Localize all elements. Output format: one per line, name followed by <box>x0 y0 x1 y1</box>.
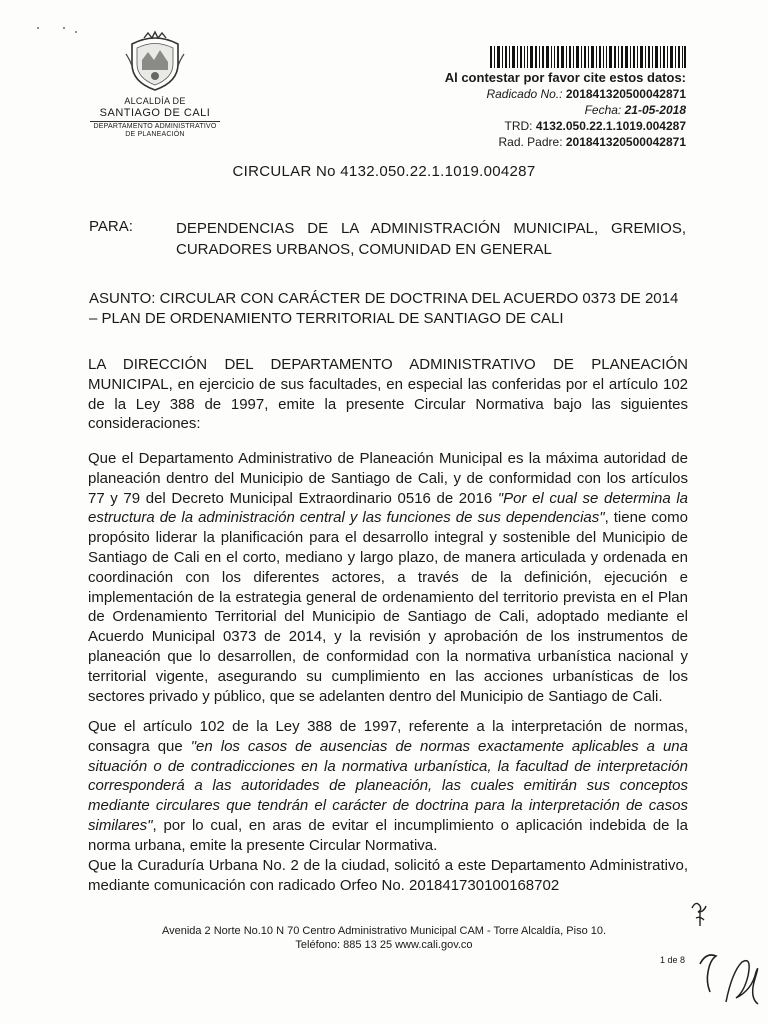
paragraph-considerando-1 <box>88 449 688 706</box>
page-number: 1 de 8 <box>660 955 686 965</box>
circular-title: CIRCULAR No 4132.050.22.1.1019.004287 <box>232 163 536 180</box>
org-department-line2: DE PLANEACIÓN <box>125 131 185 138</box>
parent-radicado-label: Rad. Padre: <box>498 135 566 149</box>
asunto-label: ASUNTO: <box>89 290 156 307</box>
fecha-label: Fecha: <box>584 103 625 117</box>
initials-mark-icon <box>688 898 712 928</box>
trd-label: TRD: <box>504 119 536 133</box>
radicado-line <box>445 86 686 102</box>
paragraph-text: Que el Departamento Administrativo de Planeación Municipal es la máxima autoridad de planeación dentro del Municipio de Santiago de Cali, y de conformidad con los artículos 77 y 79 del Decreto Municipal Extraordinario 0516 de 2016 <box>88 450 688 507</box>
fecha-value: 21-05-2018 <box>624 103 686 117</box>
paragraph-considerando-3: Que la Curaduría Urbana No. 2 de la ciudad, solicitó a este Departamento Administrativo, mediante comunicación con radicado Orfeo No. 201841730100168702 <box>88 857 688 894</box>
page-footer <box>0 924 768 952</box>
decree-title-quote: "Por el cual se determina la estructura de la administración central y las funciones de sus dependencias" <box>88 489 688 527</box>
paragraph-text: Que el artículo 102 de la Ley 388 de 1997, referente a la interpretación de normas, consagra que <box>88 718 688 755</box>
coat-of-arms-icon <box>124 30 186 92</box>
para-recipients: DEPENDENCIAS DE LA ADMINISTRACIÓN MUNICIPAL, GREMIOS, CURADORES URBANOS, COMUNIDAD EN GENERAL <box>176 220 686 258</box>
fecha-line <box>445 102 686 118</box>
footer-contact: Teléfono: 885 13 25 www.cali.gov.co <box>295 939 473 951</box>
org-name-line1: ALCALDÍA DE <box>124 96 186 106</box>
asunto-block <box>89 289 689 329</box>
barcode-icon <box>490 46 686 68</box>
paragraph-considerando-2 <box>88 717 688 856</box>
signature-icon <box>696 942 764 1012</box>
radicado-value: 201841320500042871 <box>565 87 686 101</box>
paragraph-intro: LA DIRECCIÓN DEL DEPARTAMENTO ADMINISTRATIVO DE PLANEACIÓN MUNICIPAL, en ejercicio de sus facultades, en especial las conferidas por el artículo 102 de la Ley 388 de 1997, emite la presente Circular Normativa bajo las siguientes consideraciones: <box>88 356 688 433</box>
radicado-label: Radicado No.: <box>486 87 566 101</box>
paragraph-text: , por lo cual, en aras de evitar el incumplimiento o aplicación indebida de la norma urbana, emite la presente Circular Normativa. <box>88 816 688 854</box>
trd-line <box>445 118 686 134</box>
reference-instruction: Al contestar por favor cite estos datos: <box>444 70 686 85</box>
org-department-line1: DEPARTAMENTO ADMINISTRATIVO <box>93 123 217 130</box>
organization-header <box>70 30 240 139</box>
scan-dots-icon <box>36 26 86 36</box>
parent-radicado-value: 201841320500042871 <box>565 135 686 149</box>
parent-radicado-line <box>445 134 686 150</box>
law-quote: "en los casos de ausencias de normas exactamente aplicables a una situación o de contradicciones en la normativa urbanística, la facultad de interpretación corresponderá a las autoridades de planeación, las cuales emitirán sus conceptos mediante circulares que tendrán el carácter de doctrina para la interpretación de casos similares" <box>88 737 688 834</box>
trd-value: 4132.050.22.1.1019.004287 <box>535 119 686 133</box>
org-divider <box>90 121 220 122</box>
footer-address: Avenida 2 Norte No.10 N 70 Centro Administrativo Municipal CAM - Torre Alcaldía, Piso 10. <box>161 925 607 937</box>
paragraph-text: , tiene como propósito liderar la planificación para el desarrollo integral y sostenible del Municipio de Santiago de Cali en el corto, mediano y largo plazo, de manera articulada y ordenada en coordinación con los diferentes actores, a través de la definición, ejecución e implementación de la estrategia general de ordenamiento del territorio prevista en el Plan de Ordenamiento Territorial del Municipio de Santiago de Cali, adoptado mediante el Acuerdo Municipal 0373 de 2014, y la revisión y aprobación de los instrumentos de planeación que lo desarrollen, de conformidad con la normativa urbanística nacional y territorial vigente, asegurando su cumplimiento en las acciones urbanísticas de los sectores privado y público, que se adelanten dentro del Municipio de Santiago de Cali. <box>88 509 688 705</box>
org-name-line2: SANTIAGO DE CALI <box>99 107 211 119</box>
reference-block <box>445 70 686 150</box>
para-label: PARA: <box>89 218 133 235</box>
asunto-text: CIRCULAR CON CARÁCTER DE DOCTRINA DEL ACUERDO 0373 DE 2014 – PLAN DE ORDENAMIENTO TERRITORIAL DE SANTIAGO DE CALI <box>89 290 679 327</box>
